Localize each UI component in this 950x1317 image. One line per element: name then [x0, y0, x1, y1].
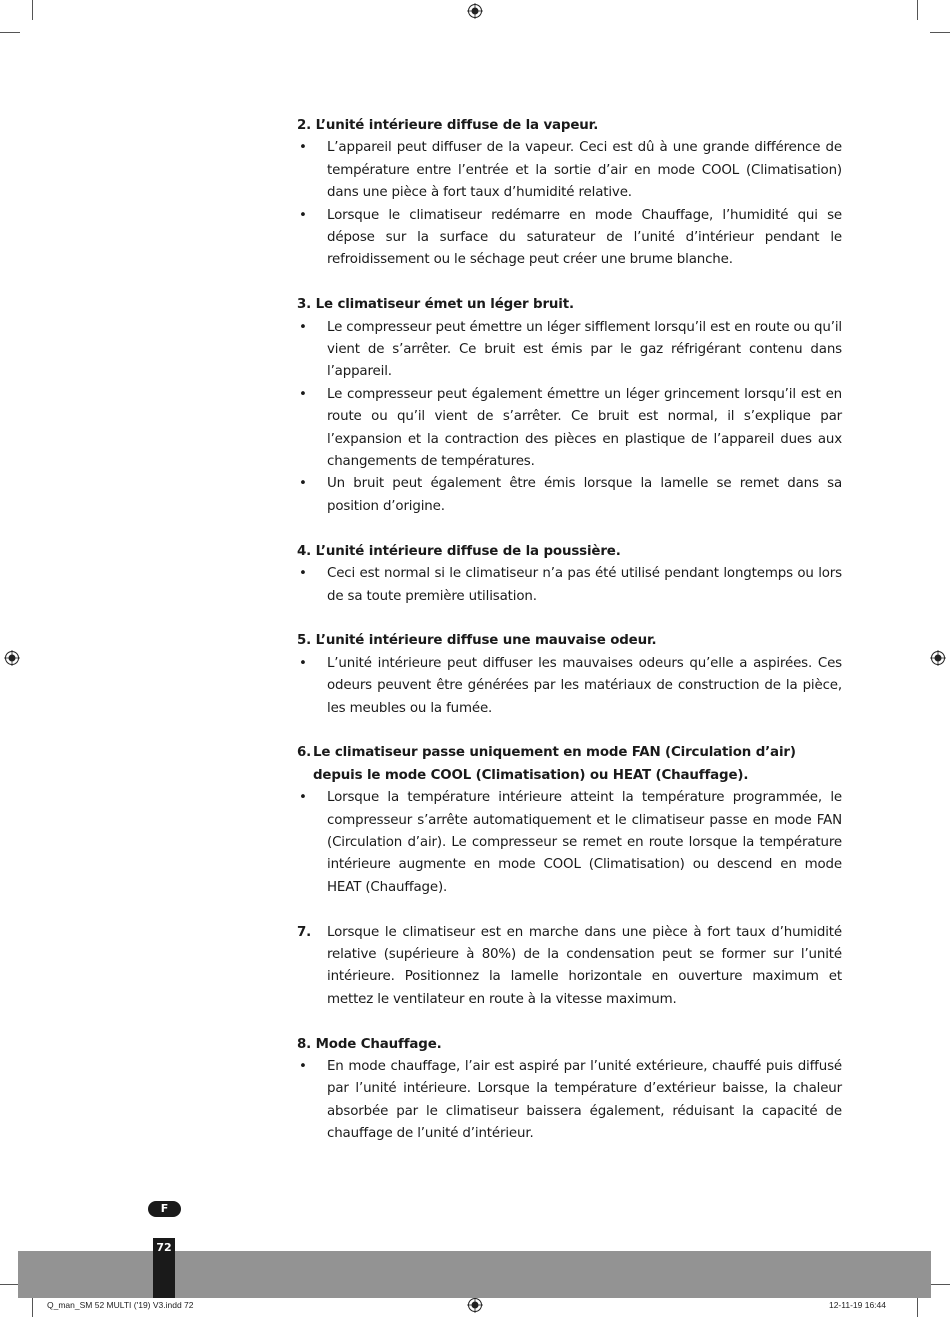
bullet: •	[299, 790, 307, 806]
section-8	[297, 1034, 842, 1146]
bullet: •	[299, 207, 307, 223]
list-item	[297, 1056, 842, 1146]
list-item	[297, 563, 842, 608]
list-item	[297, 317, 842, 384]
list-item-text: L’appareil peut diffuser de la vapeur. Ceci est dû à une grande différence de température entre l’entrée et la sortie d’air en mode COOL (Climatisation) dans une pièce à fort taux d’humidité relative.	[327, 140, 842, 201]
crop-mark	[0, 32, 20, 33]
section-6	[297, 742, 842, 899]
section-2	[297, 115, 842, 272]
bullet: •	[299, 476, 307, 492]
crop-mark	[917, 1297, 918, 1317]
crop-mark	[0, 1284, 20, 1285]
list-item	[297, 653, 842, 720]
registration-mark-icon	[467, 1297, 483, 1313]
bullet: •	[299, 1058, 307, 1074]
section-3	[297, 294, 842, 518]
item-number: 7.	[297, 924, 312, 940]
list-item	[297, 205, 842, 272]
list-item-text: En mode chauffage, l’air est aspiré par l’unité extérieure, chauffé puis diffusé par l’unité intérieure. Lorsque la température d’extérieur baisse, la chaleur absorbée par le climatiseur baissera également, réduisant la capacité de chauffage de l’unité d’intérieur.	[327, 1058, 842, 1142]
section-7	[297, 922, 842, 1012]
bullet: •	[299, 566, 307, 582]
numbered-item-text: Lorsque le climatiseur est en marche dans une pièce à fort taux d’humidité relative (supérieure à 80%) de la condensation peut se former sur l’unité intérieure. Positionnez la lamelle horizontale en ouverture maximum et mettez le ventilateur en route à la vitesse maximum.	[327, 924, 842, 1007]
section-5	[297, 630, 842, 720]
registration-mark-icon	[930, 650, 946, 666]
list-item-text: L’unité intérieure peut diffuser les mauvaises odeurs qu’elle a aspirées. Ces odeurs peuvent être générées par les matériaux de construction de la pièce, les meubles ou la fumée.	[327, 655, 842, 716]
section-heading: 4. L’unité intérieure diffuse de la poussière.	[297, 543, 621, 559]
crop-mark	[32, 1297, 33, 1317]
section-number: 6.	[297, 745, 312, 761]
list-item-text: Ceci est normal si le climatiseur n’a pas été utilisé pendant longtemps ou lors de sa toute première utilisation.	[327, 566, 842, 604]
crop-mark	[930, 1284, 950, 1285]
registration-mark-icon	[467, 3, 483, 19]
section-heading	[297, 742, 842, 787]
crop-mark	[930, 32, 950, 33]
list-item	[297, 137, 842, 204]
page-number: 72	[153, 1238, 175, 1298]
list-item-text: Le compresseur peut émettre un léger sifflement lorsqu’il est en route ou qu’il vient de s’arrêter. Ce bruit est émis par le gaz réfrigérant contenu dans l’appareil.	[327, 319, 842, 380]
bullet: •	[299, 140, 307, 156]
list-item	[297, 384, 842, 474]
list-item	[297, 787, 842, 899]
list-item-text: Un bruit peut également être émis lorsque la lamelle se remet dans sa position d’origine.	[327, 476, 842, 514]
list-item-text: Lorsque la température intérieure atteint la température programmée, le compresseur s’arrête automatiquement et le climatiseur passe en mode FAN (Circulation d’air). Le compresseur se remet en route lorsque la température intérieure augmente en mode COOL (Climatisation) ou descend en mode HEAT (Chauffage).	[327, 790, 842, 895]
language-badge: F	[148, 1201, 181, 1217]
list-item	[297, 473, 842, 518]
print-slug-left: Q_man_SM 52 MULTI ('19) V3.indd 72	[47, 1300, 194, 1310]
print-slug-right: 12-11-19 16:44	[828, 1300, 886, 1310]
list-item-text: Lorsque le climatiseur redémarre en mode Chauffage, l’humidité qui se dépose sur la surface du saturateur de l’unité d’intérieur pendant le refroidissement ou le séchage peut créer une brume blanche.	[327, 207, 842, 268]
registration-mark-icon	[4, 650, 20, 666]
section-heading: 5. L’unité intérieure diffuse une mauvaise odeur.	[297, 633, 657, 649]
section-heading-text: Le climatiseur passe uniquement en mode FAN (Circulation d’air) depuis le mode COOL (Climatisation) ou HEAT (Chauffage).	[313, 745, 796, 783]
crop-mark	[917, 0, 918, 20]
document-body	[297, 115, 842, 1168]
section-heading: 2. L’unité intérieure diffuse de la vapeur.	[297, 118, 599, 133]
bullet: •	[299, 655, 307, 671]
list-item-text: Le compresseur peut également émettre un léger grincement lorsqu’il est en route ou qu’il vient de s’arrêter. Ce bruit est normal, il s’explique par l’expansion et la contraction des pièces en plastique de l’appareil dues aux changements de températures.	[327, 386, 842, 470]
bullet: •	[299, 386, 307, 402]
section-heading: 3. Le climatiseur émet un léger bruit.	[297, 297, 574, 313]
bullet: •	[299, 319, 307, 335]
crop-mark	[32, 0, 33, 20]
numbered-item	[297, 922, 842, 1012]
section-heading: 8. Mode Chauffage.	[297, 1036, 442, 1052]
section-4	[297, 541, 842, 608]
